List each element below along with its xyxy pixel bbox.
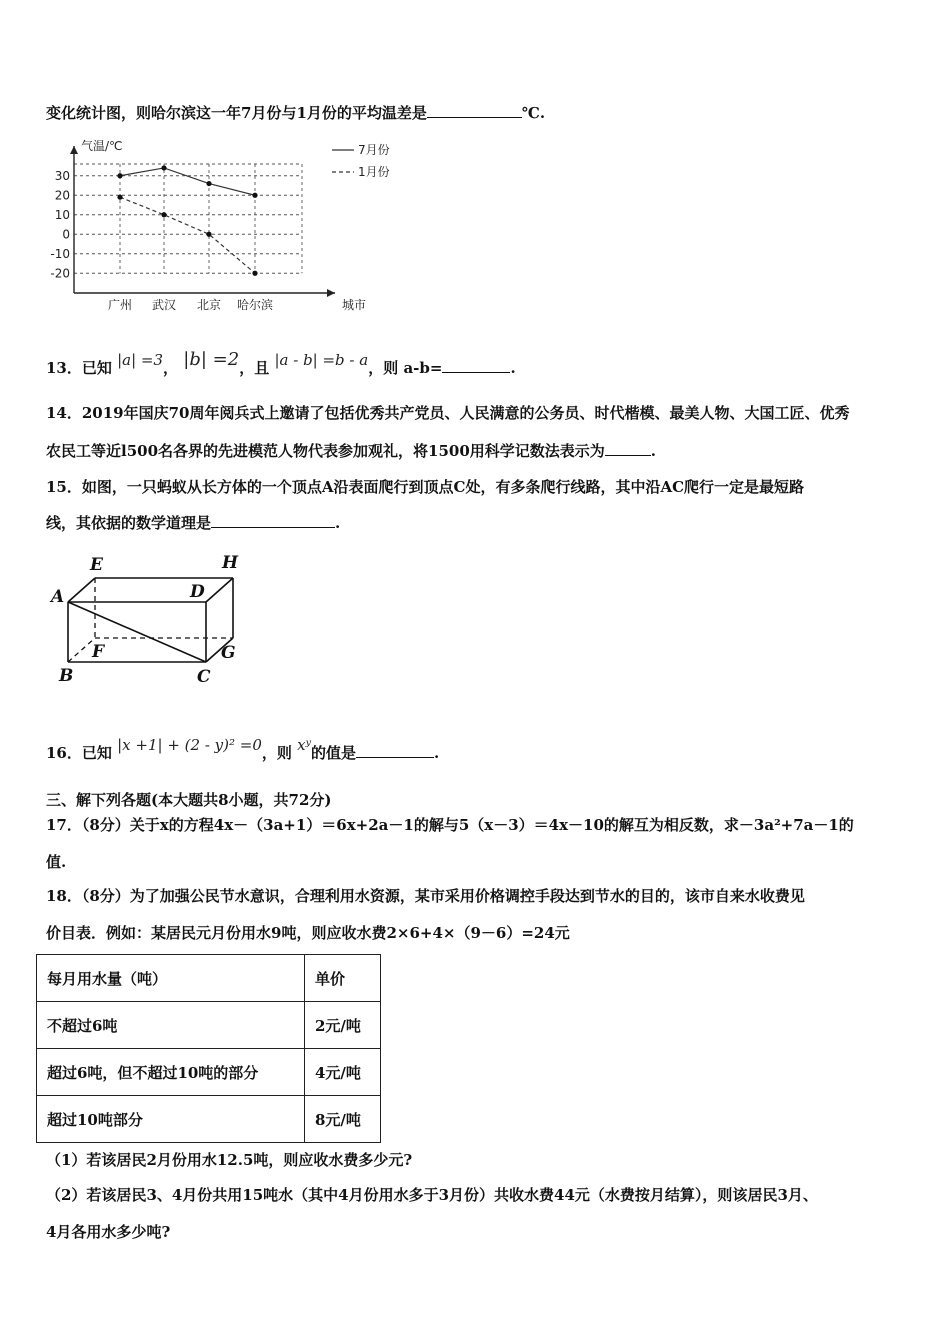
vertex-label-H: H	[222, 553, 239, 573]
table-header-row	[37, 955, 381, 1002]
question-18-part-1: （1）若该居民2月份用水12.5吨，则应收水费多少元?	[46, 1151, 413, 1169]
q13-prefix: 13．已知	[46, 359, 112, 377]
diagonal-AC	[68, 602, 206, 662]
q13-end: .	[510, 359, 516, 377]
table-cell: 不超过6吨	[37, 1002, 305, 1049]
data-point	[252, 271, 257, 276]
x-tick-label: 北京	[196, 298, 222, 312]
table-row	[37, 1002, 381, 1049]
y-tick-label: -20	[50, 266, 70, 281]
series-line	[120, 197, 255, 273]
vertex-label-D: D	[190, 582, 205, 602]
q14-line2-text: 农民工等近l500名各界的先进模范人物代表参加观礼，将1500用科学记数法表示为	[46, 442, 605, 460]
question-18-part-2-line-1: （2）若该居民3、4月份共用15吨水（其中4月份用水多于3月份）共收水费44元（水费按月结算），则该居民3月、	[46, 1186, 818, 1204]
data-point	[206, 181, 211, 186]
answer-blank	[427, 103, 522, 118]
data-point	[161, 212, 166, 217]
vertex-label-B: B	[59, 666, 74, 686]
table-cell: 超过6吨，但不超过10吨的部分	[37, 1049, 305, 1096]
y-tick-label: 10	[54, 207, 70, 222]
chart-legend	[332, 143, 390, 179]
vertex-label-A: A	[51, 587, 65, 607]
table-cell: 4元/吨	[305, 1049, 381, 1096]
q15-line2-text: 线，其依据的数学道理是	[46, 514, 212, 532]
legend-label: 1月份	[358, 165, 390, 179]
q13-expr-1: |a| =3	[117, 351, 164, 369]
vertex-label-C: C	[197, 667, 211, 687]
edge-DH	[206, 578, 233, 602]
data-point	[252, 193, 257, 198]
x-tick-label: 武汉	[151, 298, 177, 312]
question-13	[46, 349, 516, 378]
x-tick-label: 广州	[107, 298, 133, 312]
x-axis-arrow	[327, 289, 335, 297]
table-header-cell: 单价	[305, 955, 381, 1002]
question-14-line-1: 14．2019年国庆70周年阅兵式上邀请了包括优秀共产党员、人民满意的公务员、时代楷模、最美人物、大国工匠、优秀	[46, 404, 850, 422]
answer-blank	[442, 358, 510, 373]
question-16	[46, 736, 440, 763]
intro-unit: ℃.	[521, 104, 546, 122]
question-15-line-2	[46, 513, 340, 533]
question-18-part-2-line-2: 4月各用水多少吨?	[46, 1223, 171, 1241]
table-header-cell: 每月用水量（吨）	[37, 955, 305, 1002]
data-point	[206, 232, 211, 237]
series-line	[120, 168, 255, 195]
y-tick-label: -10	[50, 246, 70, 261]
q13-expr-2: |b| =2	[183, 349, 240, 370]
q16-expr-2: xʸ	[297, 736, 311, 754]
y-tick-label: 0	[62, 227, 70, 242]
chart-series	[117, 165, 257, 275]
q13-expr-3: |a - b| =b - a	[274, 351, 369, 369]
q16-end: .	[433, 744, 440, 762]
data-point	[117, 173, 122, 178]
answer-blank	[356, 743, 434, 758]
q16-mid: ，则	[261, 744, 292, 762]
vertex-label-E: E	[90, 555, 103, 575]
q16-expr-1: |x +1| + (2 - y)² =0	[117, 736, 262, 754]
vertex-label-F: F	[92, 642, 105, 662]
edge-AE	[68, 578, 95, 602]
temperature-line-chart	[40, 138, 390, 316]
q16-suffix: 的值是	[310, 744, 356, 762]
table-cell: 8元/吨	[305, 1096, 381, 1143]
cuboid-diagram	[48, 550, 248, 690]
q16-prefix: 16．已知	[46, 744, 112, 762]
q13-suffix: ，则 a-b=	[368, 359, 443, 377]
question-14-line-2	[46, 441, 656, 461]
q13-sep-1: ，	[163, 359, 179, 377]
answer-blank	[211, 513, 335, 528]
legend-label: 7月份	[358, 143, 390, 157]
data-point	[161, 165, 166, 170]
chart-axes	[70, 146, 335, 297]
question-17-line-2: 值.	[46, 853, 67, 871]
y-axis-arrow	[70, 146, 78, 154]
question-18-line-2: 价目表．例如：某居民元月份用水9吨，则应收水费2×6+4×（9－6）=24元	[46, 924, 570, 942]
intro-line	[46, 103, 545, 123]
question-15-line-1: 15．如图，一只蚂蚁从长方体的一个顶点A沿表面爬行到顶点C处，有多条爬行线路，其中沿AC爬行一定是最短路	[46, 478, 805, 496]
table-row	[37, 1096, 381, 1143]
hidden-edge-BF	[68, 638, 95, 662]
q15-end: .	[335, 514, 341, 532]
section-3-heading: 三、解下列各题(本大题共8小题，共72分)	[46, 791, 332, 809]
answer-blank	[605, 441, 651, 456]
table-cell: 2元/吨	[305, 1002, 381, 1049]
y-axis-label: 气温/℃	[81, 139, 123, 153]
question-17-line-1: 17．（8分）关于x的方程4x－（3a+1）＝6x+2a－1的解与5（x－3）＝4x－10的解互为相反数，求－3a²+7a－1的	[46, 816, 854, 834]
data-point	[117, 195, 122, 200]
q13-sep-2: ，且	[239, 359, 270, 377]
intro-text: 变化统计图，则哈尔滨这一年7月份与1月份的平均温差是	[46, 104, 427, 122]
y-tick-label: 20	[54, 188, 70, 203]
table-row	[37, 1049, 381, 1096]
vertex-label-G: G	[221, 643, 236, 663]
chart-grid	[74, 164, 302, 273]
water-fee-table	[36, 954, 381, 1143]
x-axis-label: 城市	[342, 298, 367, 312]
q14-end: .	[650, 442, 656, 460]
question-18-line-1: 18．（8分）为了加强公民节水意识，合理利用水资源，某市采用价格调控手段达到节水的目的，该市自来水收费见	[46, 887, 805, 905]
y-tick-label: 30	[54, 168, 70, 183]
x-tick-label: 哈尔滨	[236, 298, 274, 312]
table-cell: 超过10吨部分	[37, 1096, 305, 1143]
